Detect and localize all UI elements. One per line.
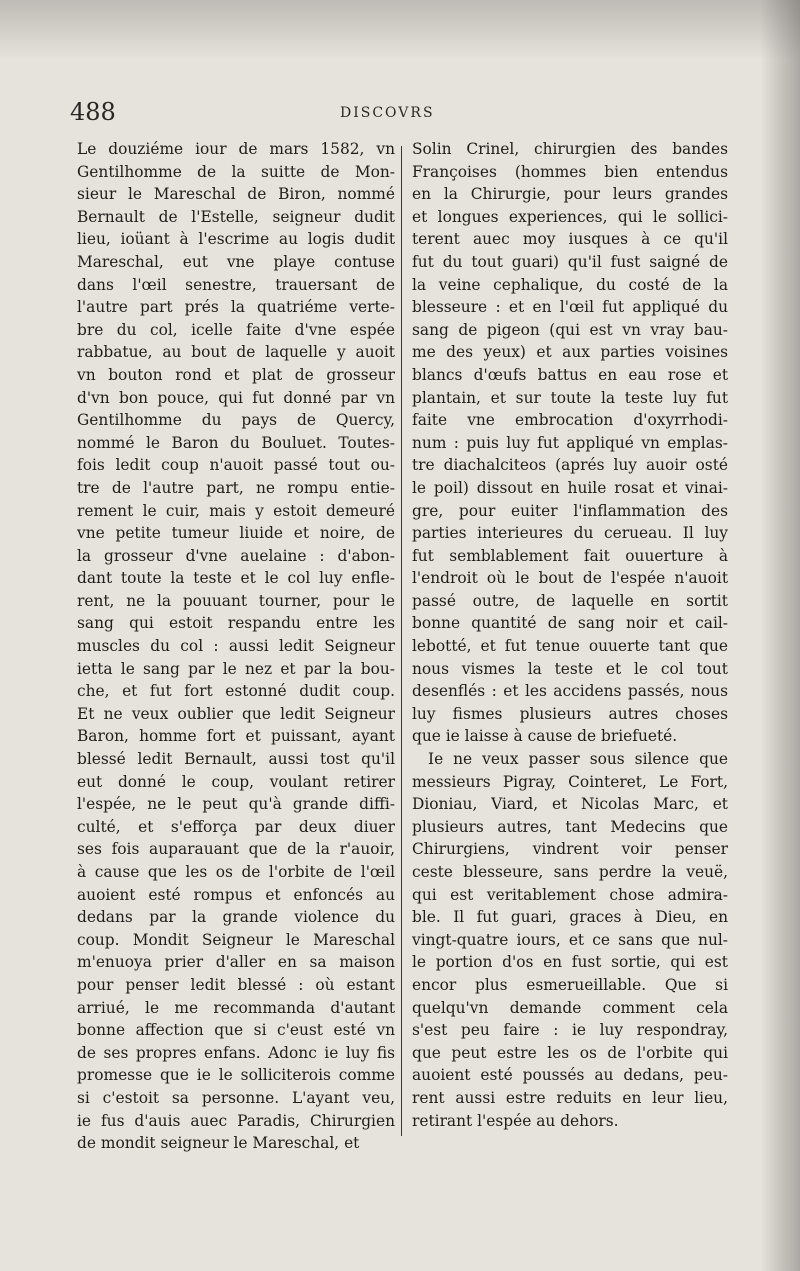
left-column: [77, 138, 395, 1155]
text-line: Et ne veux oublier que ledit Seigneur: [77, 704, 395, 723]
text-line: Baron, homme fort et puissant, ayant: [77, 727, 395, 746]
page-number: 488: [70, 98, 116, 126]
text-line: et longues experiences, qui le sollici-: [412, 207, 728, 226]
text-line: pour penser ledit blessé : où estant: [77, 975, 395, 994]
text-line: culté, et s'efforça par deux diuer: [77, 817, 395, 836]
text-line: arriué, le me recommanda d'autant: [77, 998, 395, 1017]
text-line: coup. Mondit Seigneur le Mareschal: [77, 930, 395, 949]
text-line: dant toute la teste et le col luy enfle-: [77, 569, 395, 588]
text-line: Le douziéme iour de mars 1582, vn: [77, 140, 395, 158]
text-line: auoient esté rompus et enfoncés au: [77, 885, 395, 904]
text-line: si c'estoit sa personne. L'ayant veu,: [77, 1088, 395, 1107]
text-line: che, et fut fort estonné dudit coup.: [77, 682, 395, 701]
text-line: dans l'œil senestre, trauersant de: [77, 275, 395, 294]
right-column: [412, 138, 728, 1132]
text-line: nommé le Baron du Bouluet. Toutes-: [77, 433, 395, 452]
text-line: s'est peu faire : ie luy respondray,: [412, 1021, 728, 1040]
text-line: rent, ne la pouuant tourner, pour le: [77, 591, 395, 610]
text-line: d'vn bon pouce, qui fut donné par vn: [77, 388, 395, 407]
text-line: lieu, ioüant à l'escrime au logis dudit: [77, 230, 395, 249]
text-line: Gentilhomme du pays de Quercy,: [77, 411, 395, 430]
text-line: Dioniau, Viard, et Nicolas Marc, et: [412, 795, 728, 814]
text-line: eut donné le coup, voulant retirer: [77, 772, 395, 791]
text-line: Bernault de l'Estelle, seigneur dudit: [77, 207, 395, 226]
text-line: m'enuoya prier d'aller en sa maison: [77, 953, 395, 972]
text-line: que peut estre les os de l'orbite qui: [412, 1043, 728, 1062]
text-line: messieurs Pigray, Cointeret, Le Fort,: [412, 772, 728, 791]
text-line: terent auec moy iusques à ce qu'il: [412, 230, 728, 249]
text-line: encor plus esmerueillable. Que si: [412, 975, 728, 994]
text-line: la grosseur d'vne auelaine : d'abon-: [77, 546, 395, 565]
text-line: ses fois auparauant que de la r'auoir,: [77, 840, 395, 859]
text-line: desenflés : et les accidens passés, nous: [412, 682, 728, 701]
running-head: DISCOVRS: [340, 105, 435, 121]
text-line: Chirurgiens, vindrent voir penser: [412, 840, 728, 859]
text-line: rement le cuir, mais y estoit demeuré: [77, 501, 395, 520]
text-line: fut semblablement fait ouuerture à: [412, 546, 728, 565]
page-shadow-top: [0, 0, 800, 60]
text-line: blessé ledit Bernault, aussi tost qu'il: [77, 750, 395, 769]
text-line: sang qui estoit respandu entre les: [77, 614, 395, 633]
text-line: de ses propres enfans. Adonc ie luy fis: [77, 1043, 395, 1062]
text-line: ietta le sang par le nez et par la bou-: [77, 659, 395, 678]
text-line: Mareschal, eut vne playe contuse: [77, 252, 395, 271]
text-line: le portion d'os en fust sortie, qui est: [412, 953, 728, 972]
text-line: promesse que ie le solliciterois comme: [77, 1066, 395, 1085]
text-line: plantain, et sur toute la teste luy fut: [412, 388, 728, 407]
text-line: plusieurs autres, tant Medecins que: [412, 817, 728, 836]
text-line: sang de pigeon (qui est vn vray bau-: [412, 320, 728, 339]
text-line: l'espée, ne le peut qu'à grande diffi-: [77, 795, 395, 814]
text-line: ceste blesseure, sans perdre la veuë,: [412, 863, 728, 881]
text-line: ble. Il fut guari, graces à Dieu, en: [412, 908, 728, 927]
text-line: vne petite tumeur liuide et noire, de: [77, 524, 395, 543]
page-shadow-right: [760, 0, 800, 1271]
text-line: tre de l'autre part, ne rompu entie-: [77, 478, 395, 497]
text-line: l'autre part prés la quatriéme verte-: [77, 298, 395, 317]
text-line: bonne affection que si c'eust esté vn: [77, 1021, 395, 1040]
text-line: Françoises (hommes bien entendus: [412, 162, 728, 181]
text-line: fut du tout guari) qu'il fust saigné de: [412, 252, 728, 271]
text-line: blesseure : et en l'œil fut appliqué du: [412, 298, 728, 317]
text-line: en la Chirurgie, pour leurs grandes: [412, 185, 728, 204]
text-line: l'endroit où le bout de l'espée n'auoit: [412, 569, 728, 588]
text-line: retirant l'espée au dehors.: [412, 1111, 619, 1130]
text-line: passé outre, de laquelle en sortit: [412, 591, 728, 610]
text-line: Ie ne veux passer sous silence que: [428, 750, 728, 769]
text-line: bonne quantité de sang noir et cail-: [412, 614, 728, 633]
text-line: de mondit seigneur le Mareschal, et: [77, 1134, 360, 1153]
text-line: qui est veritablement chose admira-: [412, 885, 728, 904]
text-line: vingt-quatre iours, et ce sans que nul-: [412, 930, 728, 949]
text-line: nous vismes la teste et le col tout: [412, 659, 728, 678]
text-line: Gentilhomme de la suitte de Mon-: [77, 162, 395, 181]
text-line: vn bouton rond et plat de grosseur: [77, 365, 395, 384]
text-line: num : puis luy fut appliqué vn emplas-: [412, 433, 728, 452]
text-line: rent aussi estre reduits en leur lieu,: [412, 1088, 728, 1107]
text-line: me des yeux) et aux parties voisines: [412, 343, 728, 362]
text-line: dedans par la grande violence du: [77, 908, 395, 927]
text-line: le poil) dissout en huile rosat et vinai-: [412, 478, 728, 497]
text-line: bre du col, icelle faite d'vne espée: [77, 320, 395, 339]
text-line: muscles du col : aussi ledit Seigneur: [77, 637, 395, 656]
text-line: ie fus d'auis auec Paradis, Chirurgien: [77, 1111, 395, 1130]
text-line: lebotté, et fut tenue ouuerte tant que: [412, 637, 728, 656]
text-line: auoient esté poussés au dedans, peu-: [412, 1066, 728, 1085]
text-line: blancs d'œufs battus en eau rose et: [412, 365, 728, 384]
text-line: que ie laisse à cause de briefueté.: [412, 727, 678, 746]
text-line: parties interieures du cerueau. Il luy: [412, 524, 728, 543]
text-line: la veine cephalique, du costé de la: [412, 275, 728, 294]
text-line: Solin Crinel, chirurgien des bandes: [412, 140, 728, 158]
column-divider: [401, 146, 402, 1136]
page-header: [70, 98, 760, 134]
text-line: quelqu'vn demande comment cela: [412, 998, 728, 1017]
text-line: à cause que les os de l'orbite de l'œil: [77, 863, 395, 881]
text-line: gre, pour euiter l'inflammation des: [412, 501, 728, 520]
text-line: rabbatue, au bout de laquelle y auoit: [77, 343, 395, 362]
text-line: fois ledit coup n'auoit passé tout ou-: [77, 456, 395, 475]
text-line: faite vne embrocation d'oxyrrhodi-: [412, 411, 728, 430]
text-line: luy fismes plusieurs autres choses: [412, 704, 728, 723]
text-line: tre diachalciteos (aprés luy auoir osté: [412, 456, 728, 475]
text-line: sieur le Mareschal de Biron, nommé: [77, 185, 395, 204]
